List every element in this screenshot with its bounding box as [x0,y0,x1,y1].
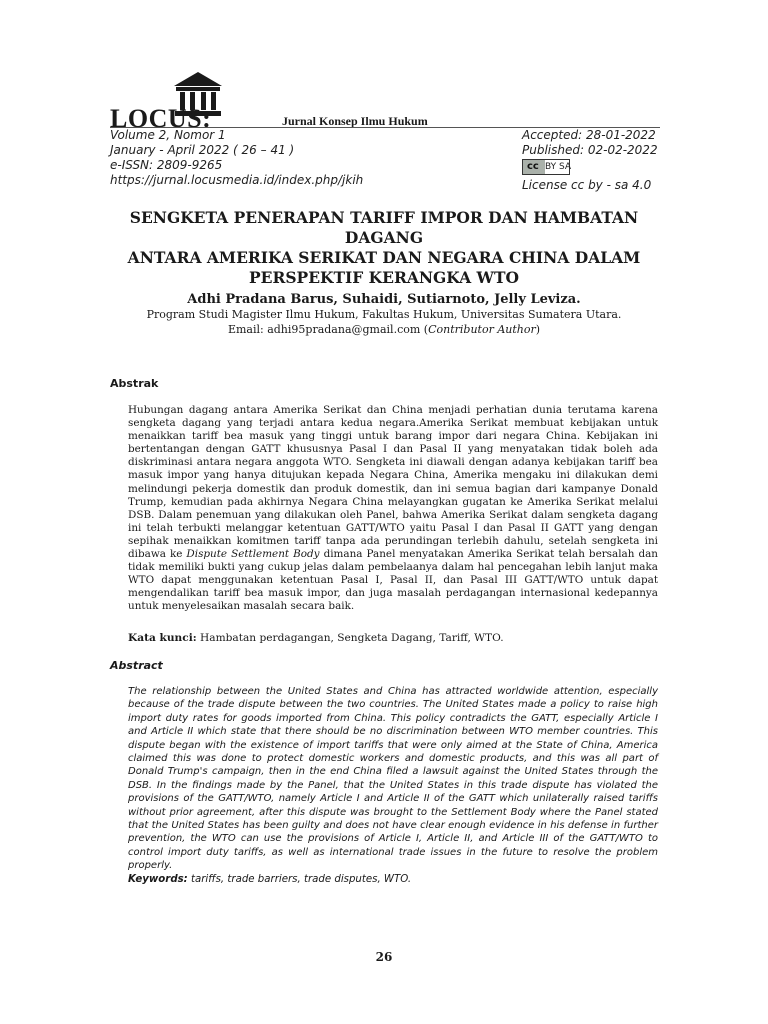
issn-label: e-ISSN: 2809-9265 [110,158,223,172]
author-list: Adhi Pradana Barus, Suhaidi, Sutiarnoto, Jelly Leviza. [187,292,581,307]
journal-logo-subtitle: Jurnal Konsep Ilmu Hukum [282,114,428,128]
abstract-heading: Abstract [110,659,163,672]
publication-meta [522,128,658,193]
abstrak-heading: Abstrak [110,377,159,390]
article-title: SENGKETA PENERAPAN TARIFF IMPOR DAN HAMBATAN DAGANG ANTARA AMERIKA SERIKAT DAN NEGARA CHINA DALAM PERSPEKTIF KERANGKA WTO [127,208,641,287]
accepted-date: Accepted: 28-01-2022 [522,128,656,142]
email-line: Email: adhi95pradana@gmail.com (Contributor Author) [227,323,541,336]
issue-meta [110,128,363,188]
journal-url[interactable]: https://jurnal.locusmedia.id/index.php/jkih [110,173,364,187]
kata-kunci: Kata kunci: Hambatan perdagangan, Sengketa Dagang, Tariff, WTO. [128,632,504,644]
volume-label: Volume 2, Nomor 1 [110,128,226,142]
abstrak-body: Hubungan dagang antara Amerika Serikat dan China menjadi perhatian dunia terutama karena sengketa dagang yang terjadi antara kedua negara.Amerika Serikat membuat kebijakan untuk menaikkan tariff bea masuk yang tinggi untuk barang impor dari negara China. Kebijakan ini bertentangan dengan GATT khususnya Pasal I dan Pasal II yang menyatakan tidak boleh ada diskriminasi antara negara anggota WTO. Sengketa ini diawali dengan adanya kebijakan tariff bea masuk impor yang hanya ditujukan kepada Negara China, Amerika mengaku ini dilakukan demi melindungi pekerja domestik dan produk domestik, dan ini semua bagian dari kampanye Donald Trump, kemudian pada akhirnya Negara China melayangkan gugatan ke Amerika Serikat melalui DSB. Dalam penemuan yang dilakukan oleh Panel, bahwa Amerika Serikat dalam sengketa dagang ini telah terbukti melanggar ketentuan GATT/WTO yaitu Pasal I dan Pasal II GATT yang dengan sepihak menaikkan komitmen tariff tanpa ada perundingan terlebih dahulu, setelah sengketa ini dibawa ke Dispute Settlement Body dimana Panel menyatakan Amerika Serikat telah bersalah dan tidak memiliki bukti yang cukup jelas dalam pembelaanya dalam hal pencegahan lebih lanjut maka WTO dapat menggunakan ketentuan Pasal I, Pasal II, dan Pasal III GATT/WTO untuk dapat mengendalikan tariff bea masuk impor, dan juga masalah perdagangan internasional kedepannya untuk menyelesaikan masalah secara baik. [128,404,658,613]
issue-period: January - April 2022 ( 26 – 41 ) [110,143,295,157]
license-label: License cc by - sa 4.0 [522,178,652,192]
abstract-body: The relationship between the United States and China has attracted worldwide attention, especially because of the trade dispute between the two countries. The United States made a policy to raise high import duty rates for goods imported from China. This policy contradicts the GATT, especially Article I and Article II which state that there should be no discrimination between WTO member countries. This dispute began with the existence of import tariffs that were only aimed at the State of China, America claimed this was done to protect domestic workers and domestic products, and this was all part of Donald Trump's campaign, then in the end China filed a lawsuit against the United States through the DSB. In the findings made by the Panel, that the United States in this trade dispute has violated the provisions of the GATT/WTO, namely Article I and Article II of the GATT which unilaterally raised tariffs without prior agreement, after this dispute was brought to the Settlement Body where the Panel stated that the United States has been guilty and does not have clear enough evidence in his defense in further prevention, the WTO can use the provisions of Article I, Article II, and Article III of the GATT/WTO to control import duty tariffs, as well as international trade issues in the future to resolve the problem properly. [128,686,658,872]
journal-logo-wordmark: LOCUS: [110,104,212,133]
keywords: Keywords: tariffs, trade barriers, trade disputes, WTO. [128,874,412,885]
page-number: 26 [375,950,393,964]
cc-icon [523,160,545,174]
affiliation: Program Studi Magister Ilmu Hukum, Fakultas Hukum, Universitas Sumatera Utara. [146,308,622,321]
affiliation-block [100,307,668,337]
journal-masthead [110,70,670,133]
by-sa-icon: BY SA [545,162,572,172]
cc-license-badge [522,158,658,178]
published-date: Published: 02-02-2022 [522,143,658,157]
